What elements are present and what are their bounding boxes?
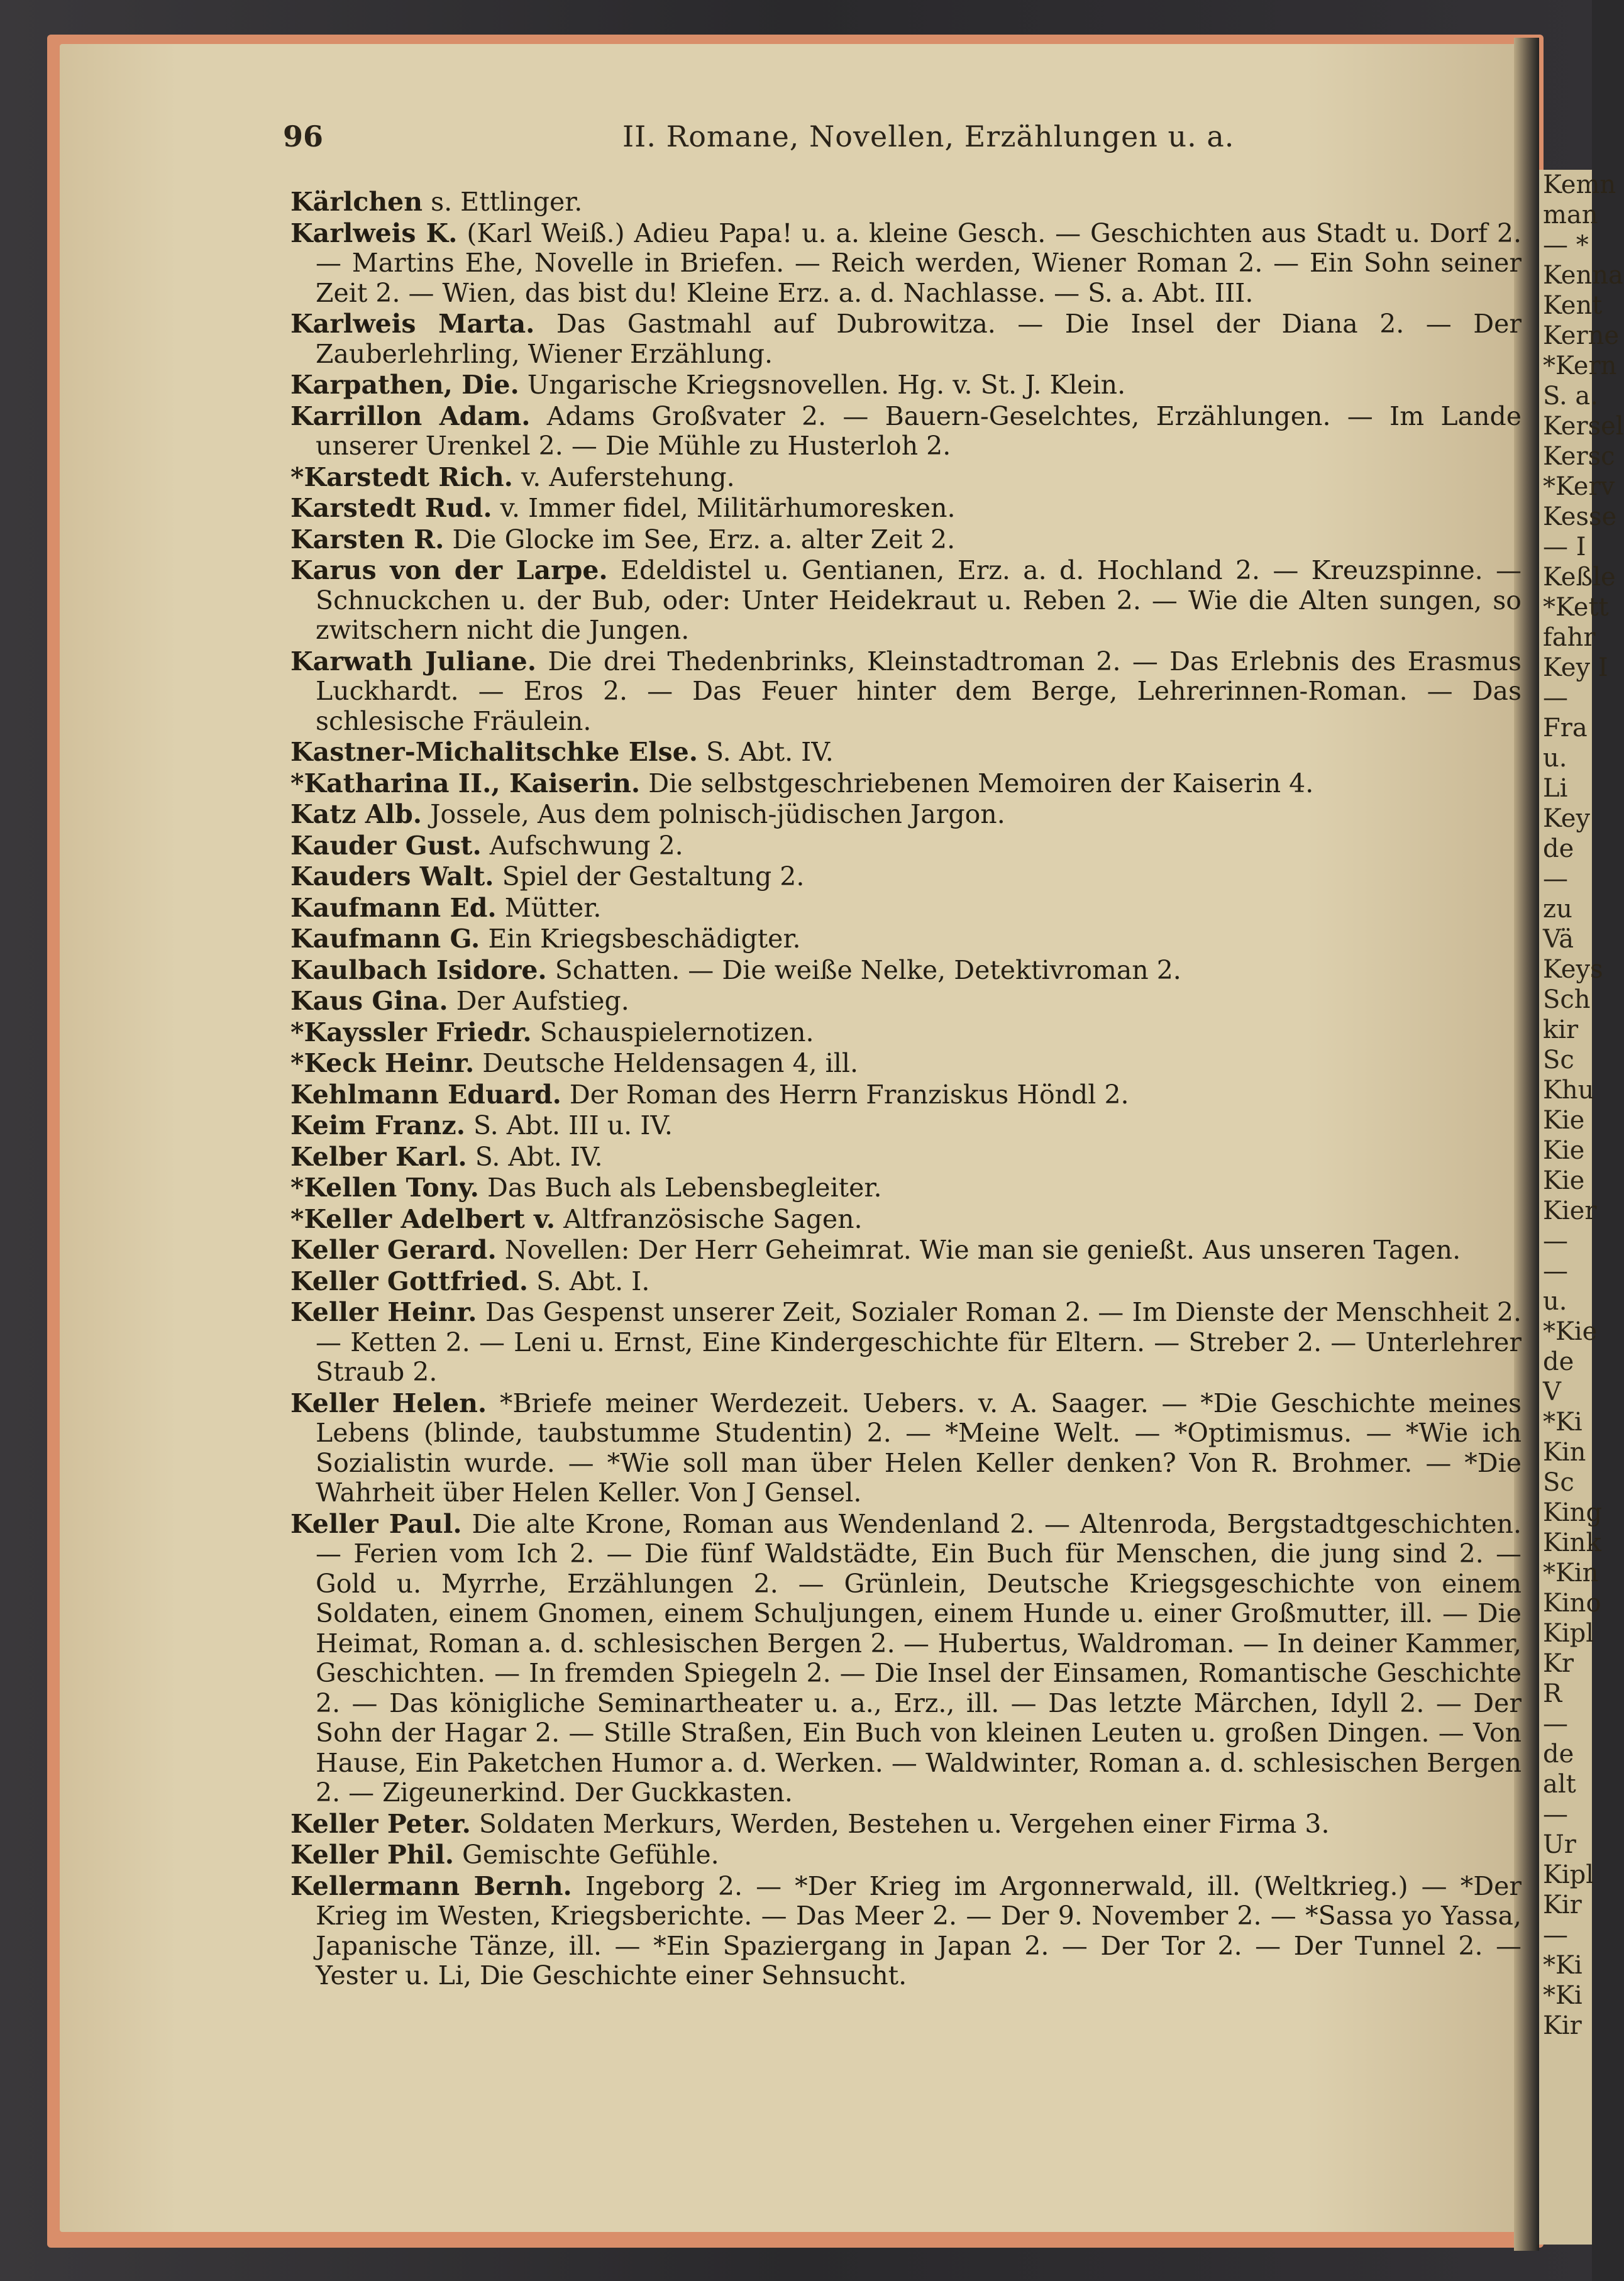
facing-page-line: Kie: [1543, 1136, 1585, 1165]
entry-author: Kauder Gust.: [290, 830, 482, 861]
bibliography-entry: [290, 1510, 1522, 1808]
facing-page-line: *Kern: [1543, 351, 1617, 380]
bibliography-entry: [290, 893, 1522, 924]
bibliography-entry: [290, 737, 1522, 768]
facing-page-line: V: [1543, 1378, 1561, 1406]
bibliography-entry: [290, 1173, 1522, 1203]
entry-works: s. Ettlinger.: [423, 187, 583, 217]
entry-author: Kellermann Bernh.: [290, 1870, 572, 1901]
bibliography-entry: [290, 1049, 1522, 1079]
entry-author: Karrillon Adam.: [290, 400, 531, 431]
facing-page-line: de: [1543, 834, 1574, 863]
facing-page-line: Kier: [1543, 1196, 1597, 1225]
bibliography-entry: [290, 800, 1522, 830]
entry-author: Katz Alb.: [290, 799, 423, 829]
bibliography-entry: [290, 525, 1522, 555]
entry-author: *Kellen Tony.: [290, 1173, 479, 1203]
entry-author: *Kayssler Friedr.: [290, 1017, 532, 1047]
entry-author: Kelber Karl.: [290, 1141, 467, 1172]
facing-page-line: u.: [1543, 1287, 1567, 1316]
facing-page-line: u.: [1543, 744, 1567, 773]
facing-page-line: Kersel: [1543, 412, 1624, 441]
facing-page-line: Key: [1543, 804, 1591, 833]
facing-page-line: Sc: [1543, 1468, 1574, 1497]
entry-works: *Briefe meiner Werdezeit. Uebers. v. A. Saager. — *Die Geschichte meines Lebens (blinde, taubstumme Studentin) 2. — *Meine Welt. — *Optimismus. — *Wie ich Sozialistin wurde. — *Wie soll man über Helen Keller denken? Von R. Brohmer. — *Die Wahrheit über Helen Keller. Von J Gensel.: [316, 1388, 1522, 1508]
entry-works: S. Abt. I.: [528, 1266, 650, 1296]
entry-author: Karus von der Larpe.: [290, 555, 608, 585]
entry-works: (Karl Weiß.) Adieu Papa! u. a. kleine Gesch. — Geschichten aus Stadt u. Dorf 2. — Martins Ehe, Novelle in Briefen. — Reich werden, Wiener Roman 2. — Ein Sohn seiner Zeit 2. — Wien, das bist du! Kleine Erz. a. d. Nachlasse. — S. a. Abt. III.: [316, 218, 1522, 308]
entry-works: Altfranzösische Sagen.: [555, 1203, 863, 1234]
bibliography-entry: [290, 1018, 1522, 1048]
facing-page-line: alt: [1543, 1770, 1576, 1799]
facing-page-line: —: [1543, 864, 1568, 893]
entry-author: Karpathen, Die.: [290, 370, 519, 400]
entry-author: Keller Peter.: [290, 1808, 471, 1839]
bibliography-entry: [290, 1205, 1522, 1235]
facing-page-line: Kersc: [1543, 442, 1615, 471]
entry-author: Kaus Gina.: [290, 986, 448, 1016]
facing-page-line: R: [1543, 1679, 1562, 1708]
bibliography-entry: [290, 463, 1522, 493]
entry-works: Novellen: Der Herr Geheimrat. Wie man sie genießt. Aus unseren Tagen.: [496, 1235, 1461, 1265]
facing-page-line: Vä: [1543, 925, 1574, 954]
bibliography-entry: [290, 1389, 1522, 1508]
entry-author: Kastner-Michalitschke Else.: [290, 737, 699, 767]
facing-page-line: Kr: [1543, 1649, 1574, 1678]
facing-page-line: Sc: [1543, 1046, 1574, 1074]
entry-author: Keller Paul.: [290, 1508, 462, 1539]
entry-works: Gemischte Gefühle.: [454, 1840, 719, 1870]
page-number: 96: [283, 119, 324, 153]
entry-works: Schatten. — Die weiße Nelke, Detektivroman 2.: [546, 954, 1181, 985]
entry-works: v. Auferstehung.: [512, 461, 735, 492]
facing-page-line: Kent: [1543, 291, 1603, 320]
entry-author: *Katharina II., Kaiserin.: [290, 768, 641, 798]
entry-works: Deutsche Heldensagen 4, ill.: [474, 1048, 858, 1078]
entry-works: v. Immer fidel, Militärhumoresken.: [492, 493, 956, 523]
facing-page-line: S. a.: [1543, 382, 1598, 411]
entry-works: S. Abt. IV.: [467, 1141, 603, 1172]
entry-author: Keller Gottfried.: [290, 1266, 529, 1296]
entry-author: Kaulbach Isidore.: [290, 954, 547, 985]
facing-page-line: Kin: [1543, 1438, 1586, 1467]
bibliography-entry: [290, 556, 1522, 646]
entry-works: Die drei Thedenbrinks, Kleinstadtroman 2. — Das Erlebnis des Erasmus Luckhardt. — Eros 2. — Das Feuer hinter dem Berge, Lehrerinnen-Roman. — Das schlesische Fräulein.: [316, 646, 1522, 736]
facing-page-line: de: [1543, 1347, 1574, 1376]
facing-page-line: —: [1543, 1921, 1568, 1950]
entry-works: Das Gespenst unserer Zeit, Sozialer Roman 2. — Im Dienste der Menschheit 2. — Ketten 2. — Leni u. Ernst, Eine Kindergeschichte für Eltern. — Streber 2. — Unterlehrer Straub 2.: [316, 1297, 1522, 1387]
entry-works: Schauspielernotizen.: [531, 1017, 814, 1047]
entry-works: Spiel der Gestaltung 2.: [494, 861, 805, 892]
bibliography-entry: [290, 862, 1522, 892]
entry-works: Das Buch als Lebensbegleiter.: [478, 1173, 882, 1203]
bibliography-entry: [290, 1267, 1522, 1297]
bibliography-entry: [290, 370, 1522, 400]
facing-page-line: Keßle: [1543, 563, 1616, 592]
facing-page-line: Kesse: [1543, 502, 1617, 531]
entry-author: Kaufmann Ed.: [290, 892, 497, 923]
facing-page-line: — *: [1543, 231, 1589, 260]
facing-page-line: Kir: [1543, 1891, 1582, 1919]
facing-page-line: Fra: [1543, 714, 1588, 743]
facing-page-line: Kir: [1543, 2011, 1582, 2040]
entry-works: Ungarische Kriegsnovellen. Hg. v. St. J. Klein.: [519, 370, 1126, 400]
entry-author: Keller Heinr.: [290, 1297, 477, 1327]
entry-author: *Keck Heinr.: [290, 1048, 475, 1078]
facing-page-line: Ur: [1543, 1830, 1576, 1859]
facing-page-line: Keys: [1543, 955, 1603, 984]
entry-author: *Karstedt Rich.: [290, 461, 513, 492]
bibliography-entry: [290, 1298, 1522, 1388]
facing-page-line: —: [1543, 1257, 1568, 1286]
facing-page-line: Kerne: [1543, 321, 1620, 350]
bibliography-entry: [290, 1809, 1522, 1840]
entry-author: Kaufmann G.: [290, 924, 480, 954]
facing-page-line: Key I: [1543, 653, 1608, 682]
facing-page-line: — I: [1543, 533, 1586, 561]
facing-page-line: Kemn: [1543, 170, 1616, 199]
bibliography-entry: [290, 494, 1522, 524]
bibliography-entry: [290, 956, 1522, 986]
bibliography-entry: [290, 831, 1522, 861]
entry-works: Ingeborg 2. — *Der Krieg im Argonnerwald, ill. (Weltkrieg.) — *Der Krieg im Westen, Kriegsberichte. — Das Meer 2. — Der 9. November 2. — *Sassa yo Yassa, Japanische Tänze, ill. — *Ein Spaziergang in Japan 2. — Der Tor 2. — Der Tunnel 2. — Yester u. Li, Die Geschichte einer Sehnsucht.: [316, 1870, 1522, 1991]
entry-works: Aufschwung 2.: [481, 830, 683, 861]
facing-page-line: kir: [1543, 1015, 1579, 1044]
entry-author: Kauders Walt.: [290, 861, 494, 892]
bibliography-entry: [290, 1080, 1522, 1110]
entry-works: Adams Großvater 2. — Bauern-Geselchtes, Erzählungen. — Im Lande unserer Urenkel 2. — Die Mühle zu Husterloh 2.: [316, 400, 1522, 461]
facing-page-line: Sch: [1543, 985, 1591, 1014]
entry-author: Karsten R.: [290, 524, 445, 555]
facing-page-line: Kipl: [1543, 1860, 1594, 1889]
bibliography-entry: [290, 924, 1522, 954]
entry-author: Keim Franz.: [290, 1110, 465, 1140]
bibliography-entry: [290, 309, 1522, 369]
facing-page-line: zu: [1543, 895, 1572, 924]
facing-page-line: man: [1543, 201, 1598, 229]
bibliography-entry: [290, 1872, 1522, 1991]
entry-works: Mütter.: [496, 892, 602, 923]
facing-page-line: *Ki: [1543, 1951, 1583, 1980]
facing-page-line: Kink: [1543, 1528, 1601, 1557]
facing-page-line: Kenna: [1543, 261, 1623, 290]
bibliography-entry: [290, 219, 1522, 309]
entry-author: *Keller Adelbert v.: [290, 1203, 556, 1234]
entry-author: Keller Gerard.: [290, 1235, 497, 1265]
entry-works: Die Glocke im See, Erz. a. alter Zeit 2.: [444, 524, 956, 555]
entry-author: Kärlchen: [290, 187, 423, 217]
bibliography-entry: [290, 402, 1522, 461]
entry-works: Das Gastmahl auf Dubrowitza. — Die Insel der Diana 2. — Der Zauberlehrling, Wiener Erzählung.: [316, 309, 1522, 369]
entry-works: Jossele, Aus dem polnisch-jüdischen Jargon.: [422, 799, 1005, 829]
bibliography-entry: [290, 769, 1522, 799]
entry-works: Edeldistel u. Gentianen, Erz. a. d. Hochland 2. — Kreuzspinne. — Schnuckchen u. der Bub, oder: Unter Heidekraut u. Reben 2. — Wie die Alten sungen, so zwitschern nicht die Jungen.: [316, 555, 1522, 645]
bibliography-entry: [290, 986, 1522, 1017]
bibliography-list: [290, 187, 1522, 1992]
bibliography-entry: [290, 1111, 1522, 1141]
facing-page-line: Khu: [1543, 1076, 1594, 1105]
entry-works: S. Abt. IV.: [698, 737, 834, 767]
facing-page-line: —: [1543, 1709, 1568, 1738]
page-header: [283, 119, 1509, 163]
entry-works: Soldaten Merkurs, Werden, Bestehen u. Vergehen einer Firma 3.: [470, 1808, 1330, 1839]
entry-works: Die alte Krone, Roman aus Wendenland 2. — Altenroda, Bergstadtgeschichten. — Ferien vom Ich 2. — Die fünf Waldstädte, Ein Buch für Menschen, die jung sind 2. — Gold u. Myrrhe, Erzählungen 2. — Grünlein, Deutsche Kriegsgeschichte von einem Soldaten, einem Gnomen, einem Schuljungen, einem Hunde u. einer Großmutter, ill. — Die Heimat, Roman a. d. schlesischen Bergen 2. — Hubertus, Waldroman. — In deiner Kammer, Geschichten. — In fremden Spiegeln 2. — Die Insel der Einsamen, Romantische Geschichte 2. — Das königliche Seminartheater u. a., Erz., ill. — Das letzte Märchen, Idyll 2. — Der Sohn der Hagar 2. — Stille Straßen, Ein Buch von kleinen Leuten u. großen Dingen. — Von Hause, Ein Paketchen Humor a. d. Werken. — Waldwinter, Roman a. d. schlesischen Bergen 2. — Zigeunerkind. Der Guckkasten.: [316, 1508, 1522, 1808]
facing-page-line: Kipl: [1543, 1619, 1594, 1648]
facing-page-line: de: [1543, 1740, 1574, 1769]
facing-page-line: Kie: [1543, 1166, 1585, 1195]
bibliography-entry: [290, 187, 1522, 218]
entry-works: Der Aufstieg.: [448, 986, 629, 1016]
entry-author: Karlweis K.: [290, 218, 458, 248]
facing-page-line: —: [1543, 1227, 1568, 1256]
entry-author: Karlweis Marta.: [290, 309, 535, 339]
facing-page-line: *Kie: [1543, 1317, 1598, 1346]
facing-page-line: *Kin: [1543, 1559, 1599, 1588]
bibliography-entry: [290, 1142, 1522, 1173]
facing-page-fragment: [1539, 170, 1624, 2245]
facing-page-line: fahr: [1543, 623, 1596, 652]
facing-page-line: *Ki: [1543, 1981, 1583, 2010]
entry-works: Der Roman des Herrn Franziskus Höndl 2.: [561, 1079, 1129, 1110]
facing-page-line: *Kerv: [1543, 472, 1615, 501]
entry-author: Karwath Juliane.: [290, 646, 537, 677]
entry-works: Ein Kriegsbeschädigter.: [480, 924, 801, 954]
facing-page-line: *Ki: [1543, 1408, 1583, 1437]
entry-author: Keller Phil.: [290, 1840, 454, 1870]
entry-author: Kehlmann Eduard.: [290, 1079, 561, 1110]
entry-author: Keller Helen.: [290, 1388, 487, 1418]
facing-page-line: Li: [1543, 774, 1568, 803]
entry-works: S. Abt. III u. IV.: [465, 1110, 673, 1140]
bibliography-entry: [290, 1235, 1522, 1266]
facing-page-line: King: [1543, 1498, 1603, 1527]
facing-page-line: *Kett: [1543, 593, 1609, 622]
facing-page-line: —: [1543, 683, 1568, 712]
facing-page-line: Kino: [1543, 1589, 1601, 1618]
bibliography-entry: [290, 1840, 1522, 1870]
facing-page-line: Kie: [1543, 1106, 1585, 1135]
facing-page-line: —: [1543, 1800, 1568, 1829]
page-title: II. Romane, Novellen, Erzählungen u. a.: [622, 119, 1235, 153]
entry-works: Die selbstgeschriebenen Memoiren der Kaiserin 4.: [640, 768, 1314, 798]
entry-author: Karstedt Rud.: [290, 493, 492, 523]
bibliography-entry: [290, 647, 1522, 737]
